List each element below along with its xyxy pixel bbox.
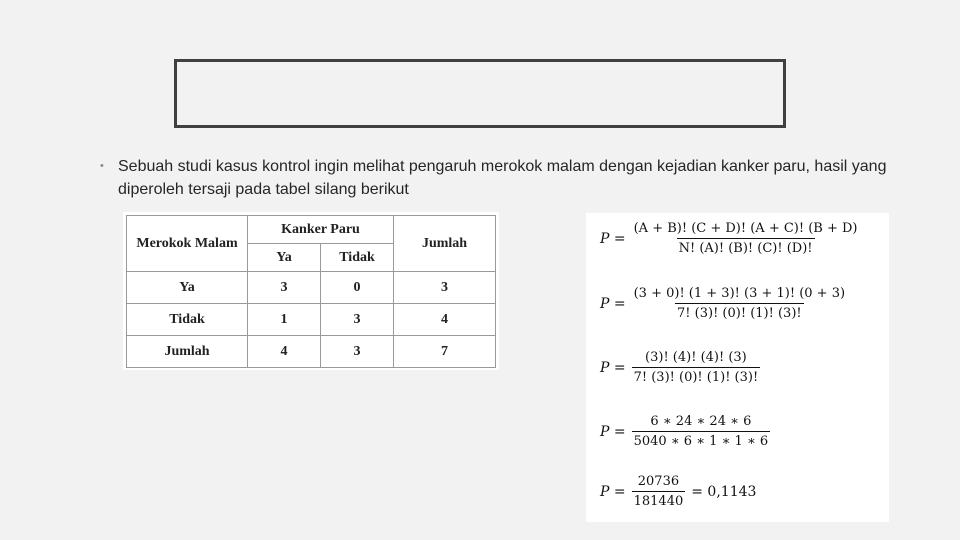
- cell-tidak: 3: [321, 336, 394, 368]
- formula-step: [600, 221, 860, 256]
- formula-lhs: P =: [600, 359, 626, 376]
- cell-total: 3: [394, 272, 496, 304]
- cell-ya: 4: [248, 336, 321, 368]
- fraction: [632, 221, 860, 256]
- fraction: [632, 414, 771, 449]
- formula-lhs: P =: [600, 483, 626, 500]
- denominator: 5040 ∗ 6 ∗ 1 ∗ 1 ∗ 6: [632, 431, 771, 449]
- cell-total: 7: [394, 336, 496, 368]
- formula-result: = 0,1143: [691, 483, 757, 500]
- slide-title-box[interactable]: [174, 59, 786, 128]
- bullet-item: [100, 155, 920, 201]
- cross-table-image: [123, 212, 499, 370]
- formula-step: [600, 286, 847, 321]
- fraction: [632, 286, 847, 321]
- formula-step: [600, 350, 760, 385]
- cell-tidak: 3: [321, 304, 394, 336]
- cell-tidak: 0: [321, 272, 394, 304]
- numerator: (A + B)! (C + D)! (A + C)! (B + D): [633, 221, 858, 236]
- denominator: 181440: [632, 491, 686, 509]
- formula-step: [600, 414, 770, 449]
- header-total: Jumlah: [394, 216, 496, 272]
- table-row: [127, 336, 496, 368]
- table-row: [127, 272, 496, 304]
- formula-lhs: P =: [600, 423, 626, 440]
- header-tidak: Tidak: [321, 244, 394, 272]
- fraction: [632, 474, 686, 509]
- formula-lhs: P =: [600, 295, 626, 312]
- denominator: 7! (3)! (0)! (1)! (3)!: [632, 367, 761, 385]
- denominator: 7! (3)! (0)! (1)! (3)!: [675, 303, 804, 321]
- header-ya: Ya: [248, 244, 321, 272]
- row-label: Jumlah: [127, 336, 248, 368]
- row-label: Tidak: [127, 304, 248, 336]
- header-row-label: Merokok Malam: [127, 216, 248, 272]
- header-group: Kanker Paru: [248, 216, 394, 244]
- bullet-text: Sebuah studi kasus kontrol ingin melihat pengaruh merokok malam dengan kejadian kanker paru, hasil yang diperoleh tersaji pada tabel silang berikut: [118, 158, 887, 198]
- fraction: [632, 350, 761, 385]
- numerator: (3 + 0)! (1 + 3)! (3 + 1)! (0 + 3): [633, 286, 846, 301]
- numerator: 20736: [637, 474, 680, 489]
- cell-ya: 1: [248, 304, 321, 336]
- cell-total: 4: [394, 304, 496, 336]
- row-label: Ya: [127, 272, 248, 304]
- denominator: N! (A)! (B)! (C)! (D)!: [677, 238, 815, 256]
- formula-lhs: P =: [600, 230, 626, 247]
- cross-table: [126, 215, 496, 368]
- bullet-dot-icon: •: [100, 160, 104, 172]
- formula-image: [586, 213, 889, 522]
- table-row: [127, 304, 496, 336]
- numerator: 6 ∗ 24 ∗ 24 ∗ 6: [650, 414, 752, 429]
- formula-step: [600, 474, 756, 509]
- cell-ya: 3: [248, 272, 321, 304]
- numerator: (3)! (4)! (4)! (3): [645, 350, 747, 365]
